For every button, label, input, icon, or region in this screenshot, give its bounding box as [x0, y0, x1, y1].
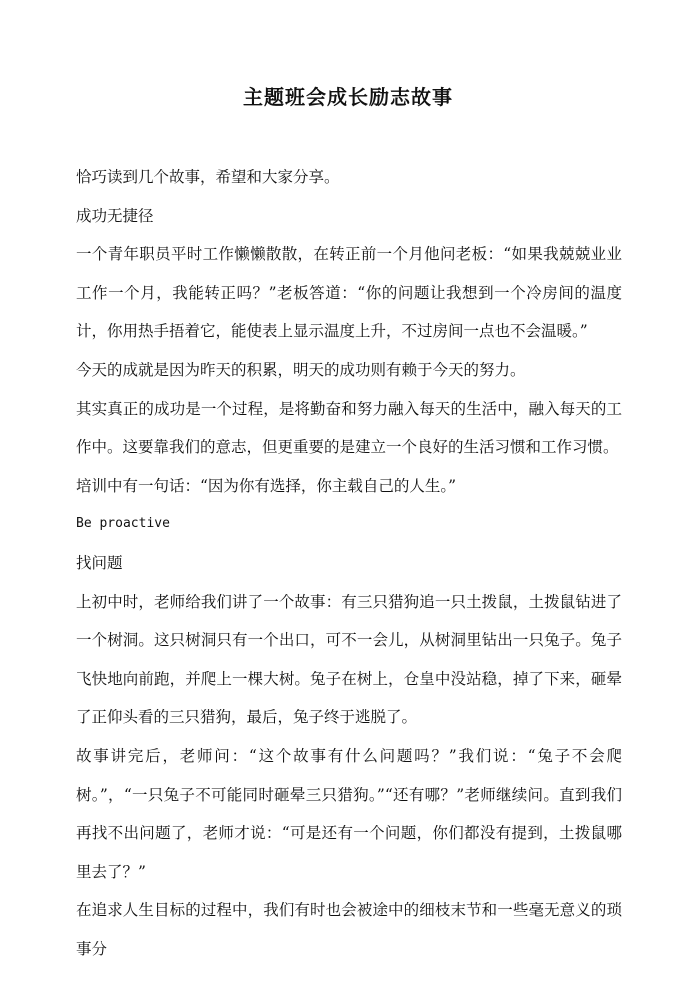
paragraph-rabbit-story: 上初中时，老师给我们讲了一个故事：有三只猎狗追一只土拨鼠，土拨鼠钻进了一个树洞。这只树洞只有一个出口，可不一会儿，从树洞里钻出一只兔子。兔子飞快地向前跑，并爬上一棵大树。兔子在树上，仓皇中没站稳，掉了下来，砸晕了正仰头看的三只猎狗，最后，兔子终于逃脱了。 [76, 592, 622, 727]
paragraph-training-quote: 培训中有一句话：“因为你有选择，你主载自己的人生。” [76, 476, 457, 495]
paragraph-achievement: 今天的成就是因为昨天的积累，明天的成功则有赖于今天的努力。 [76, 360, 526, 379]
document-body [76, 158, 622, 968]
paragraph-life-goals: 在追求人生目标的过程中，我们有时也会被途中的细枝末节和一些毫无意义的琐事分 [76, 901, 622, 958]
document-title: 主题班会成长励志故事 [243, 85, 453, 109]
section-heading-find-problem: 找问题 [76, 553, 123, 572]
paragraph-employee-story: 一个青年职员平时工作懒懒散散，在转正前一个月他问老板：“如果我兢兢业业工作一个月，我能转正吗？”老板答道：“你的问题让我想到一个冷房间的温度计，你用热手捂着它，能使表上显示温度上升，不过房间一点也不会温暖。” [76, 245, 622, 341]
paragraph-be-proactive: Be proactive [76, 516, 170, 532]
paragraph-teacher-question: 故事讲完后，老师问：“这个故事有什么问题吗？”我们说：“兔子不会爬树。”，“一只兔子不可能同时砸晕三只猎狗。”“还有哪？”老师继续问。直到我们再找不出问题了，老师才说：“可是还有一个问题，你们都没有提到，土拨鼠哪里去了？” [76, 746, 622, 881]
paragraph-true-success: 其实真正的成功是一个过程，是将勤奋和努力融入每天的生活中，融入每天的工作中。这要靠我们的意志，但更重要的是建立一个良好的生活习惯和工作习惯。 [76, 399, 622, 457]
section-heading-no-shortcut: 成功无捷径 [76, 206, 154, 225]
paragraph-intro: 恰巧读到几个故事，希望和大家分享。 [76, 168, 340, 186]
